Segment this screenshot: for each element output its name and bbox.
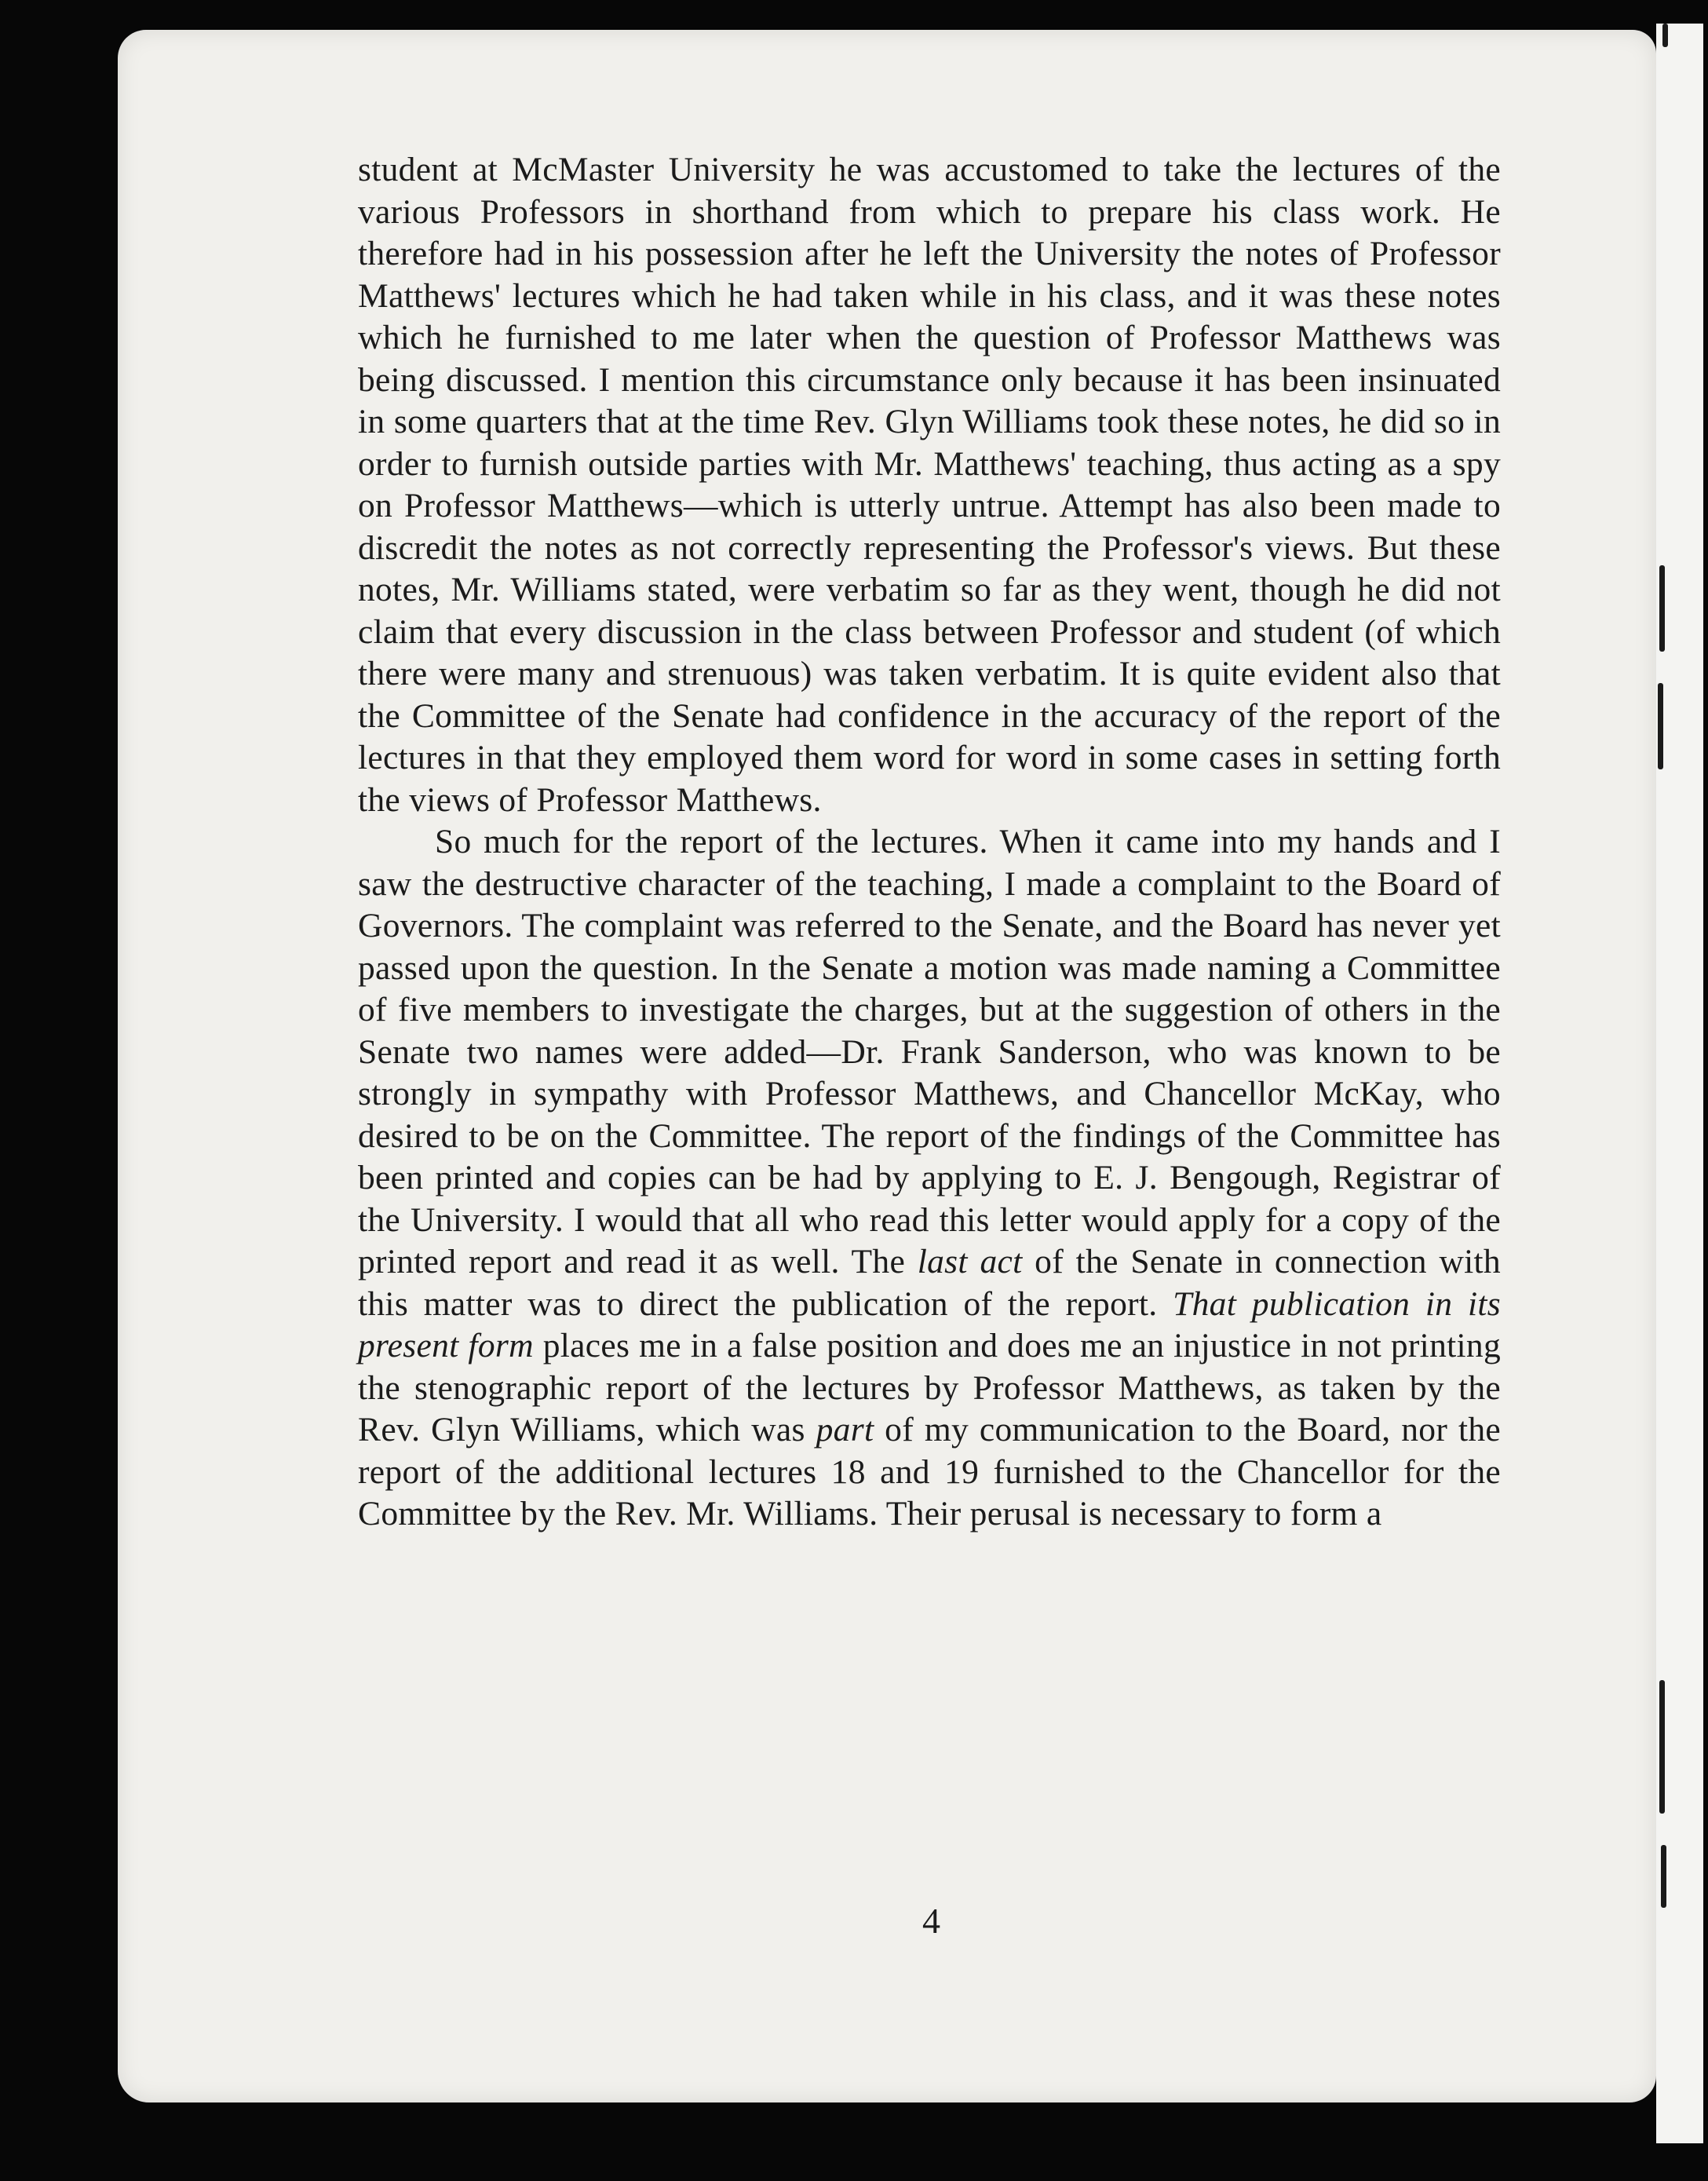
text-run: of my communication to the Board, nor the report of the additional lectures 18 and 19 furnished to the Chancellor for the Committee by the Rev. Mr. Williams. Their perusal is necessary to form a <box>358 1411 1502 1533</box>
adjacent-page-edge <box>1656 24 1703 2143</box>
binding-mark <box>1661 1845 1666 1908</box>
emphasized-text: That publication in its present form <box>358 1284 1501 1364</box>
binding-mark <box>1659 1680 1665 1814</box>
text-run: So much for the report of the lectures. When it came into my hands and I saw the destructive character of the teaching, I made a complaint to the Board of Governors. The complaint was referred to the Senate, and the Board has never yet passed upon the question. In the Senate a motion was made naming a Committee of five members to investigate the charges, but at the suggestion of others in the Senate two names were added—Dr. Frank Sanderson, who was known to be strongly in sympathy with Professor Matthews, and Chancellor McKay, who desired to be on the Committee. The report of the findings of the Committee has been printed and copies can be had by applying to E. J. Bengough, Registrar of the University. I would that all who read this letter would apply for a copy of the printed report and read it as well. The <box>358 823 1501 1280</box>
page-number: 4 <box>922 1901 940 1941</box>
body-text <box>358 149 1501 1536</box>
paragraph-1 <box>358 149 1501 821</box>
emphasized-text: last act <box>917 1243 1023 1280</box>
emphasized-text: part <box>816 1411 874 1449</box>
binding-mark <box>1658 683 1663 769</box>
binding-mark <box>1659 565 1665 652</box>
text-run: of the Senate in connection with this matter was to direct the publication of the report. <box>358 1243 1501 1323</box>
text-run: places me in a false position and does me an injustice in not printing the stenographic report of the lectures by Professor Matthews, as taken by the Rev. Glyn Williams, which was <box>358 1327 1501 1449</box>
paragraph-2 <box>358 821 1501 1536</box>
text-run: student at McMaster University he was accustomed to take the lectures of the various Professors in shorthand from which to prepare his class work. He therefore had in his possession after he left the University the notes of Professor Matthews' lectures which he had taken while in his class, and it was these notes which he furnished to me later when the question of Professor Matthews was being discussed. I mention this circumstance only because it has been insinuated in some quarters that at the time Rev. Glyn Williams took these notes, he did so in order to furnish outside parties with Mr. Matthews' teaching, thus acting as a spy on Professor Matthews—which is utterly untrue. Attempt has also been made to discredit the notes as not correctly representing the Professor's views. But these notes, Mr. Williams stated, were verbatim so far as they went, though he did not claim that every discussion in the class between Professor and student (of which there were many and strenuous) was taken verbatim. It is quite evident also that the Committee of the Senate had confidence in the accuracy of the report of the lectures in that they employed them word for word in some cases in setting forth the views of Professor Matthews. <box>358 151 1501 819</box>
binding-mark <box>1662 24 1668 47</box>
